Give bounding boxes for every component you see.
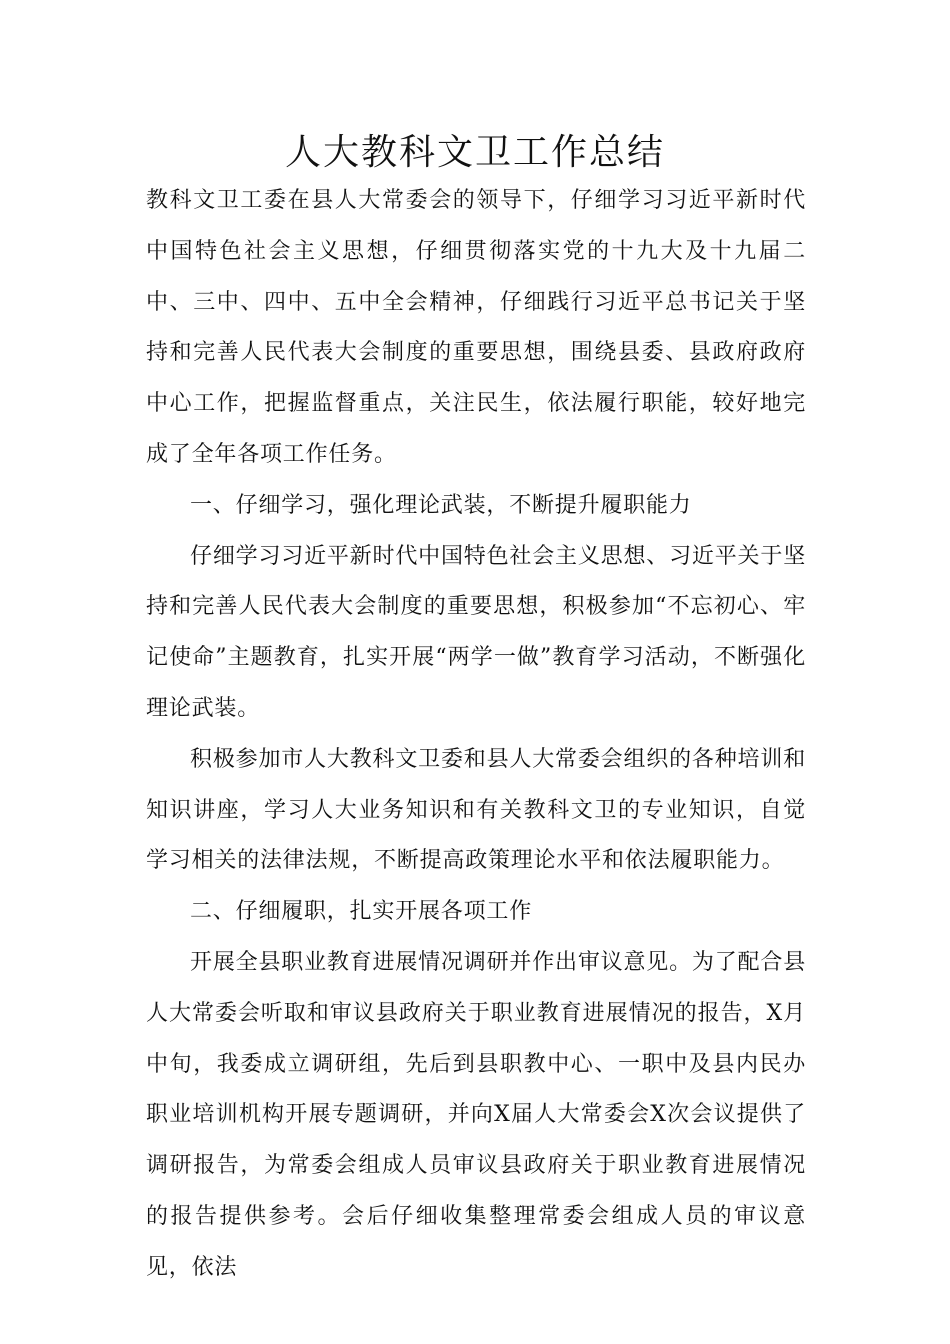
paragraph-training: 积极参加市人大教科文卫委和县人大常委会组织的各种培训和知识讲座，学习人大业务知识和有关教科文卫的专业知识，自觉学习相关的法律法规，不断提高政策理论水平和依法履职能力。 xyxy=(146,746,806,874)
paragraph-study: 仔细学习习近平新时代中国特色社会主义思想、习近平关于坚持和完善人民代表大会制度的重要思想，积极参加“不忘初心、牢记使命”主题教育，扎实开展“两学一做”教育学习活动，不断强化理论武装。 xyxy=(146,543,806,721)
section-heading-2: 二、仔细履职，扎实开展各项工作 xyxy=(190,899,533,925)
document-body xyxy=(146,176,806,1294)
intro-paragraph: 教科文卫工委在县人大常委会的领导下，仔细学习习近平新时代中国特色社会主义思想，仔细贯彻落实党的十九大及十九届二中、三中、四中、五中全会精神，仔细践行习近平总书记关于坚持和完善人民代表大会制度的重要思想，围绕县委、县政府政府中心工作，把握监督重点，关注民生，依法履行职能，较好地完成了全年各项工作任务。 xyxy=(146,188,806,467)
document-title: 人大教科文卫工作总结 xyxy=(284,132,665,173)
paragraph-vocational-education: 开展全县职业教育进展情况调研并作出审议意见。为了配合县人大常委会听取和审议县政府关于职业教育进展情况的报告，X月中旬，我委成立调研组，先后到县职教中心、一职中及县内民办职业培训机构开展专题调研，并向X届人大常委会X次会议提供了调研报告，为常委会组成人员审议县政府关于职业教育进展情况的报告提供参考。会后仔细收集整理常委会组成人员的审议意见，依法 xyxy=(146,949,806,1280)
section-heading-1: 一、仔细学习，强化理论武装，不断提升履职能力 xyxy=(190,492,692,518)
